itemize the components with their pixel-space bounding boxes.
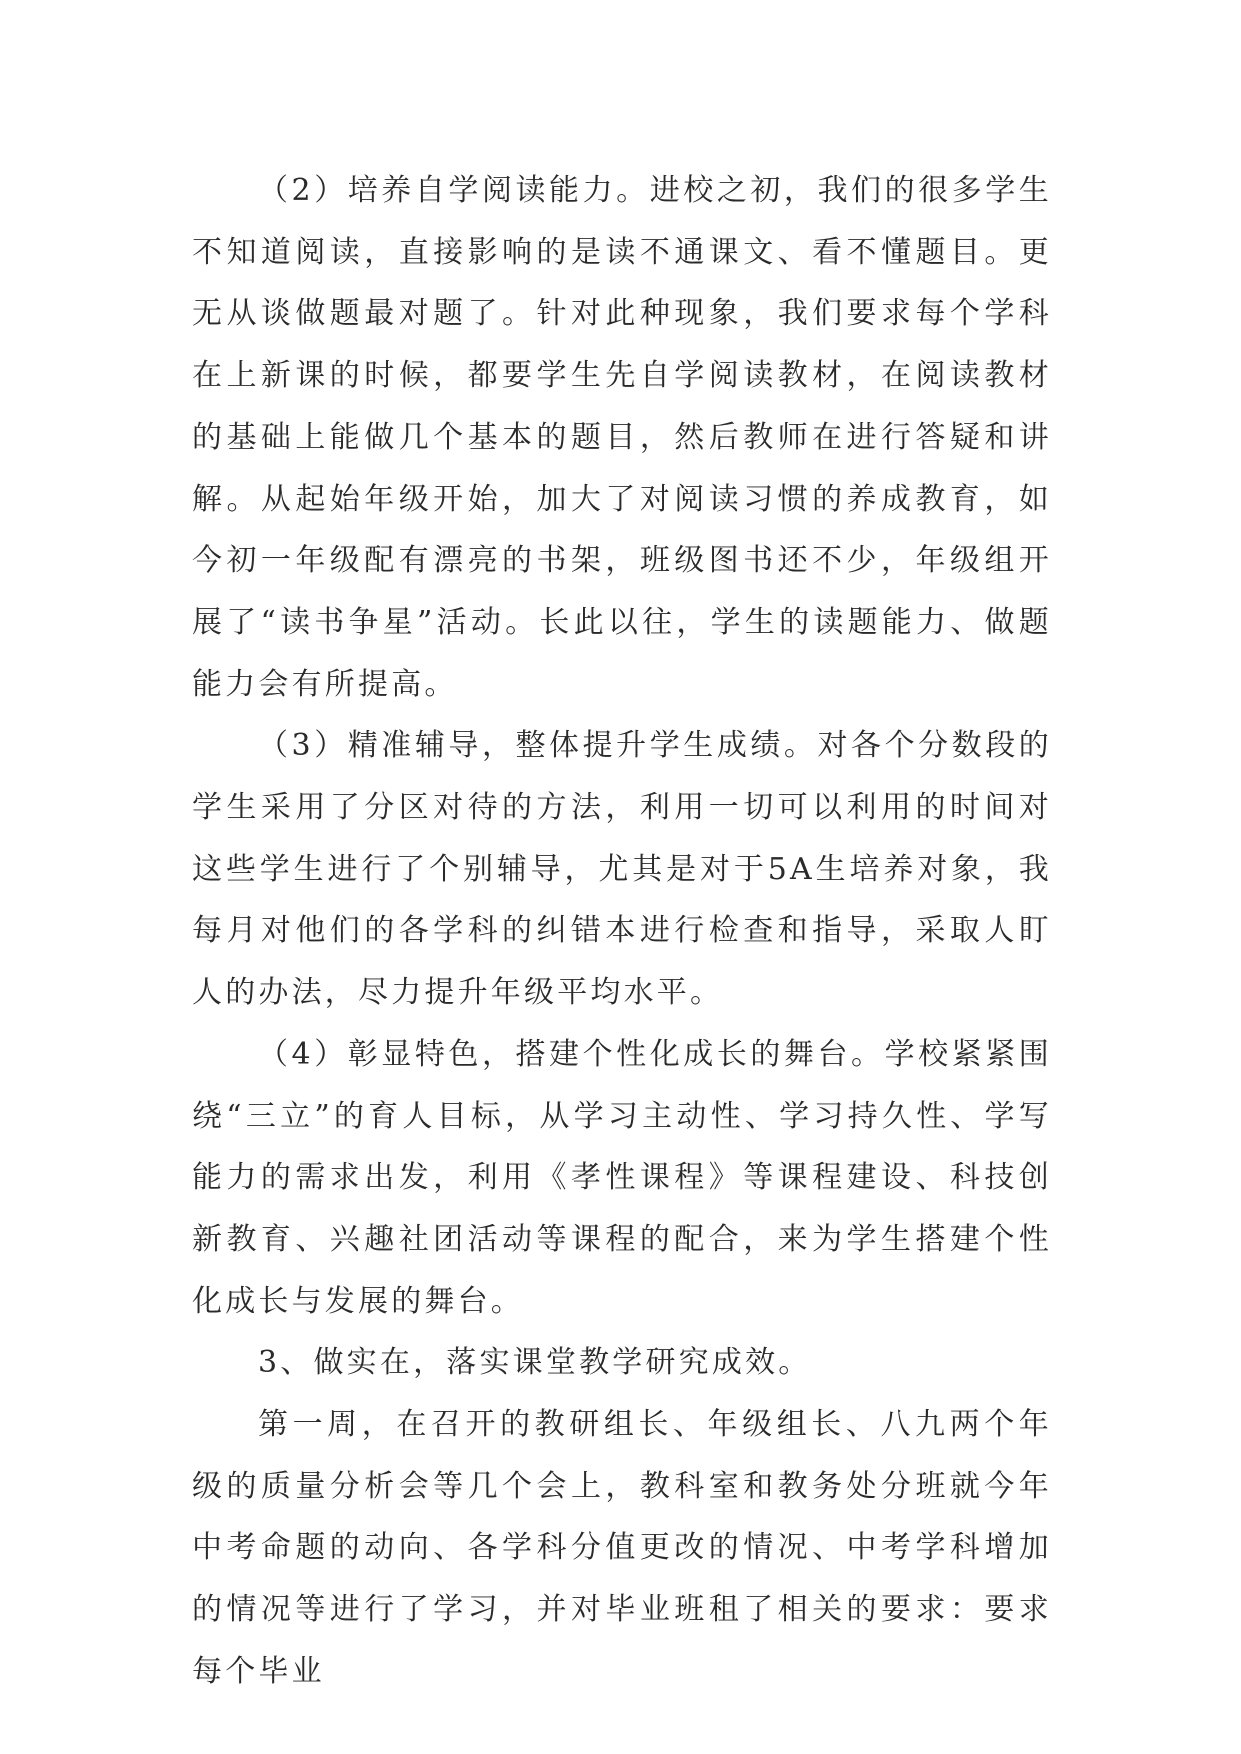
paragraph-first-week-meeting: 第一周，在召开的教研组长、年级组长、八九两个年级的质量分析会等几个会上，教科室和教务处分班就今年中考命题的动向、各学科分值更改的情况、中考学科增加的情况等进行了学习，并对毕业班租了相关的要求：要求每个毕业: [192, 1407, 1052, 1689]
paragraph-precise-tutoring: （3）精准辅导，整体提升学生成绩。对各个分数段的学生采用了分区对待的方法，利用一切可以利用的时间对这些学生进行了个别辅导，尤其是对于5A生培养对象，我每月对他们的各学科的纠错本进行检查和指导，采取人盯人的办法，尽力提升年级平均水平。: [192, 728, 1052, 1011]
document-body: [192, 160, 1052, 1703]
section-heading-classroom-research: 3、做实在，落实课堂教学研究成效。: [258, 1345, 812, 1381]
paragraph-personalized-growth: （4）彰显特色，搭建个性化成长的舞台。学校紧紧围绕“三立”的育人目标，从学习主动性、学习持久性、学写能力的需求出发，利用《孝性课程》等课程建设、科技创新教育、兴趣社团活动等课程的配合，来为学生搭建个性化成长与发展的舞台。: [192, 1036, 1052, 1319]
paragraph-reading-ability: （2）培养自学阅读能力。进校之初，我们的很多学生不知道阅读，直接影响的是读不通课文、看不懂题目。更无从谈做题最对题了。针对此种现象，我们要求每个学科在上新课的时候，都要学生先自学阅读教材，在阅读教材的基础上能做几个基本的题目，然后教师在进行答疑和讲解。从起始年级开始，加大了对阅读习惯的养成教育，如今初一年级配有漂亮的书架，班级图书还不少，年级组开展了“读书争星”活动。长此以往，学生的读题能力、做题能力会有所提高。: [192, 173, 1052, 702]
